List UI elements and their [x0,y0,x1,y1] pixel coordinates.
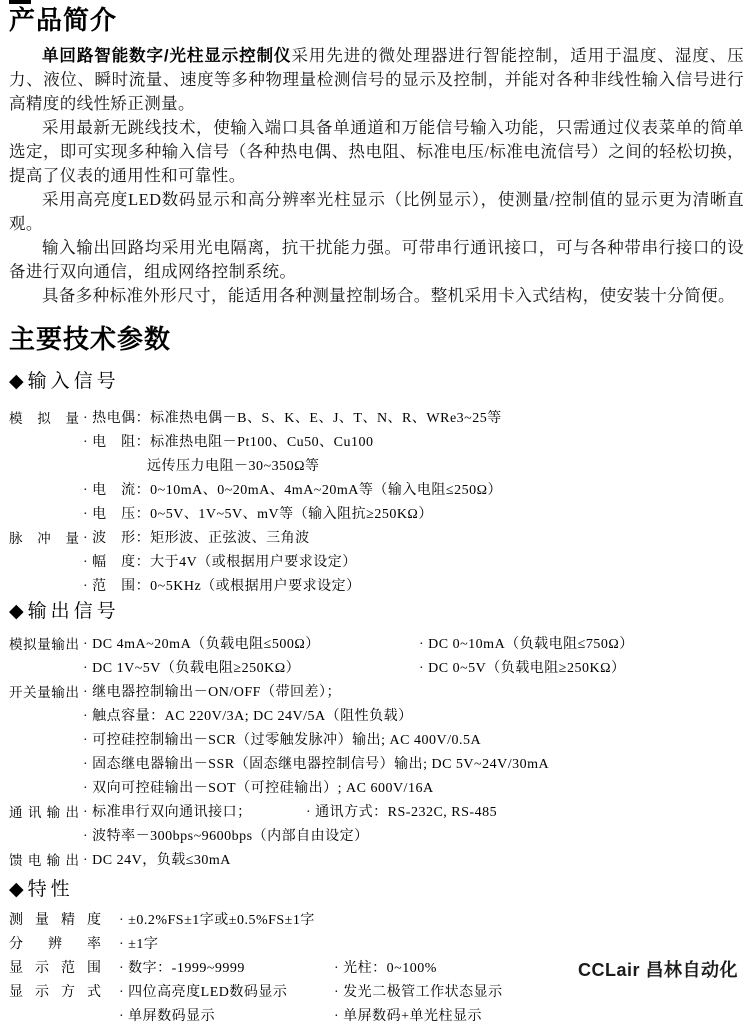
param-label: 分辨率 [9,937,101,952]
param-values [83,633,744,681]
param-text: · DC 4mA~20mA（负载电阻≤500Ω） [83,637,320,652]
param-text: · 电 压：0~5V、1V~5V、mV等（输入阻抗≥250KΩ） [83,507,433,522]
param-text: · 双向可控硅输出－SOT（可控硅输出）; AC 600V/16A [83,781,434,796]
param-text: · 可控硅控制输出－SCR（过零触发脉冲）输出; AC 400V/0.5A [83,733,482,748]
param-text: · 单屏数码显示 [119,1009,216,1024]
param-values [119,981,744,1029]
param-text: · 标准串行双向通讯接口； [83,805,252,820]
param-row-feed-output [9,849,744,873]
param-row-accuracy [9,909,744,933]
print-artifact [9,0,31,4]
param-label: 测量精度 [9,913,101,928]
param-text: · 幅 度：大于4V（或根据用户要求设定） [83,555,357,570]
param-text: · DC 0~5V（负载电阻≥250KΩ） [419,661,626,676]
param-label: 显示范围 [9,961,101,976]
param-label: 馈电输出 [9,853,79,868]
param-text: · DC 24V，负载≤30mA [83,853,231,868]
param-values [83,407,744,527]
param-row-analog-output [9,633,744,681]
features-heading: ◆特性 [9,879,74,900]
product-name: 单回路智能数字/光柱显示控制仪 [42,47,292,65]
param-values [83,681,744,801]
param-row-pulse-input [9,527,744,599]
param-text: · 发光二极管工作状态显示 [334,985,503,1000]
intro-paragraph-2: 采用最新无跳线技术，使输入端口具备单通道和万能信号输入功能，只需通过仪表菜单的简单选定，即可实现多种输入信号（各种热电偶、热电阻、标准电压/标准电流信号）之间的轻松切换，提高了仪表的通用性和可靠性。 [9,118,744,185]
brand-logo: CCLair 昌林自动化 [577,960,738,980]
param-label: 模拟量 [9,411,79,426]
param-values [119,933,744,957]
param-row-resolution [9,933,744,957]
param-text: · 触点容量：AC 220V/3A; DC 24V/5A（阻性负载） [83,709,413,724]
intro-paragraph-1 [9,44,744,116]
param-values [83,849,744,873]
param-text: · 数字：-1999~9999 [119,961,245,976]
param-text: 远传压力电阻－30~350Ω等 [147,459,320,474]
intro-paragraph-4: 输入输出回路均采用光电隔离，抗干扰能力强。可带串行通讯接口，可与各种带串行接口的设备进行双向通信，组成网络控制系统。 [9,238,744,281]
param-text: · 四位高亮度LED数码显示 [119,985,288,1000]
param-text: · 继电器控制输出－ON/OFF（带回差）； [83,685,341,700]
param-label: 开关量输出 [9,685,79,700]
param-label: 通讯输出 [9,805,79,820]
param-label: 脉冲量 [9,531,79,546]
param-row-analog-input [9,407,744,527]
specs-title: 主要技术参数 [9,324,172,354]
param-text: · DC 1V~5V（负载电阻≥250KΩ） [83,661,301,676]
param-text: · 波特率－300bps~9600bps（内部自由设定） [83,829,369,844]
input-signal-heading: ◆输入信号 [9,371,120,392]
param-text: · 波 形：矩形波、正弦波、三角波 [83,531,310,546]
param-text: · 通讯方式：RS-232C, RS-485 [306,805,498,820]
param-row-switch-output [9,681,744,801]
param-text: · ±0.2%FS±1字或±0.5%FS±1字 [119,913,315,928]
intro-paragraph-5: 具备多种标准外形尺寸，能适用各种测量控制场合。整机采用卡入式结构，使安装十分简便。 [42,286,735,305]
param-text: · 固态继电器输出－SSR（固态继电器控制信号）输出; DC 5V~24V/30mA [83,757,550,772]
param-text: · 电 流：0~10mA、0~20mA、4mA~20mA等（输入电阻≤250Ω） [83,483,502,498]
param-values [119,909,744,933]
param-row-comm-output [9,801,744,849]
intro-paragraph-1-text: 采用先进的微处理器进行智能控制，适用于温度、湿度、压力、液位、瞬时流量、速度等多种物理量检测信号的显示及控制，并能对各种非线性输入信号进行高精度的线性矫正测量。 [9,46,744,113]
param-text: · 热电偶：标准热电偶－B、S、K、E、J、T、N、R、WRe3~25等 [83,411,502,426]
intro-paragraph-3: 采用高亮度LED数码显示和高分辨率光柱显示（比例显示），使测量/控制值的显示更为清晰直观。 [9,190,744,233]
param-label: 显示方式 [9,985,101,1000]
param-text: · 范 围：0~5KHz（或根据用户要求设定） [83,579,361,594]
param-values [83,801,744,849]
param-text: · 电 阻：标准热电阻－Pt100、Cu50、Cu100 [83,435,374,450]
param-text: · 单屏数码+单光柱显示 [334,1009,483,1024]
param-label: 模拟量输出 [9,637,79,652]
param-row-display-mode [9,981,744,1029]
param-text: · 光柱：0~100% [334,961,437,976]
output-signal-heading: ◆输出信号 [9,601,120,622]
param-text: · ±1字 [119,937,159,952]
param-text: · DC 0~10mA（负载电阻≤750Ω） [419,637,634,652]
intro-title: 产品简介 [9,5,118,35]
param-values [83,527,744,599]
